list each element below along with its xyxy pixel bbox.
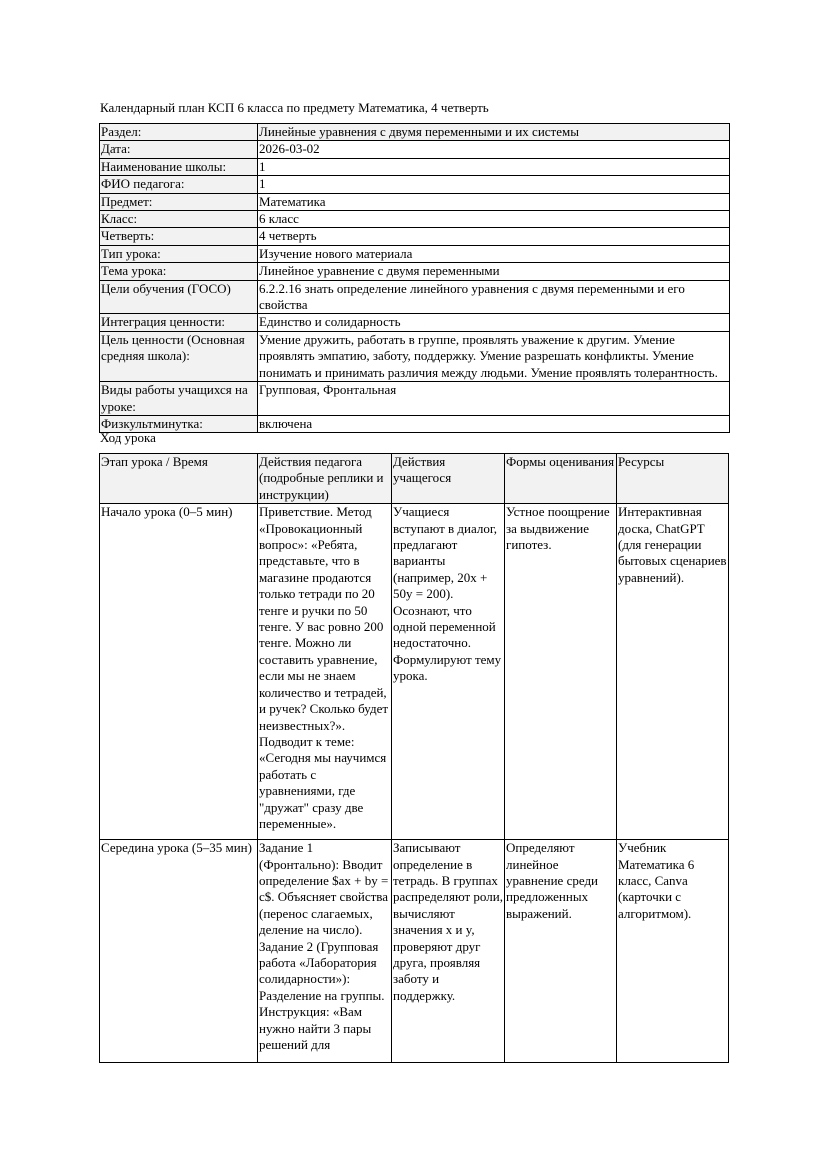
column-header: Действия учащегося (392, 454, 505, 504)
stage-cell: Середина урока (5–35 мин) (100, 840, 258, 1063)
info-label: Четверть: (100, 228, 258, 245)
info-label: Цель ценности (Основная средняя школа): (100, 331, 258, 381)
document-title: Календарный план КСП 6 класса по предмету Математика, 4 четверть (100, 100, 489, 115)
info-row-lesson-topic (100, 263, 730, 280)
table-row (100, 504, 729, 840)
column-header: Действия педагога (подробные реплики и инструкции) (258, 454, 392, 504)
assessment-cell: Определяют линейное уравнение среди предложенных выражений. (505, 840, 617, 1063)
student-actions-cell: Учащиеся вступают в диалог, предлагают варианты (например, 20x + 50y = 200). Осознают, что одной переменной недостаточно. Формулируют тему урока. (392, 504, 505, 840)
info-label: Интеграция ценности: (100, 314, 258, 331)
lesson-progress-heading: Ход урока (100, 430, 156, 445)
stage-cell: Начало урока (0–5 мин) (100, 504, 258, 840)
info-value: Математика (258, 193, 730, 210)
info-row-class (100, 211, 730, 228)
info-row-exercise-break (100, 415, 730, 432)
info-value: 1 (258, 176, 730, 193)
info-label: ФИО педагога: (100, 176, 258, 193)
info-row-value-integration (100, 314, 730, 331)
info-row-school (100, 158, 730, 175)
info-row-section (100, 124, 730, 141)
info-value: 4 четверть (258, 228, 730, 245)
info-label: Цели обучения (ГОСО) (100, 280, 258, 314)
lesson-plan-table (99, 453, 729, 1063)
info-label: Наименование школы: (100, 158, 258, 175)
resources-cell: Интерактивная доска, ChatGPT (для генерации бытовых сценариев уравнений). (617, 504, 729, 840)
column-header: Формы оценивания (505, 454, 617, 504)
info-value: Групповая, Фронтальная (258, 382, 730, 416)
info-value: Изучение нового материала (258, 245, 730, 262)
info-row-lesson-type (100, 245, 730, 262)
info-row-work-types (100, 382, 730, 416)
info-row-date (100, 141, 730, 158)
info-value: 1 (258, 158, 730, 175)
info-row-subject (100, 193, 730, 210)
info-label: Предмет: (100, 193, 258, 210)
info-value: 6 класс (258, 211, 730, 228)
info-value: Линейные уравнения с двумя переменными и их системы (258, 124, 730, 141)
info-label: Тема урока: (100, 263, 258, 280)
info-label: Виды работы учащихся на уроке: (100, 382, 258, 416)
info-label: Раздел: (100, 124, 258, 141)
lesson-info-table (99, 123, 730, 433)
resources-cell: Учебник Математика 6 класс, Canva (карточки с алгоритмом). (617, 840, 729, 1063)
info-value: включена (258, 415, 730, 432)
plan-header-row (100, 454, 729, 504)
teacher-actions-cell: Задание 1 (Фронтально): Вводит определение $ax + by = c$. Объясняет свойства (перенос слагаемых, деление на число). Задание 2 (Групповая работа «Лаборатория солидарности»): Разделение на группы. Инструкция: «Вам нужно найти 3 пары решений для (258, 840, 392, 1063)
info-value: 2026-03-02 (258, 141, 730, 158)
student-actions-cell: Записывают определение в тетрадь. В группах распределяют роли, вычисляют значения x и y, проверяют друг друга, проявляя заботу и поддержку. (392, 840, 505, 1063)
column-header: Ресурсы (617, 454, 729, 504)
info-value: Умение дружить, работать в группе, проявлять уважение к другим. Умение проявлять эмпатию, заботу, поддержку. Умение разрешать конфликты. Умение понимать и принимать различия между людьми. Умение проявлять толерантность. (258, 331, 730, 381)
info-label: Класс: (100, 211, 258, 228)
assessment-cell: Устное поощрение за выдвижение гипотез. (505, 504, 617, 840)
info-label: Физкультминутка: (100, 415, 258, 432)
info-row-value-goal (100, 331, 730, 381)
info-row-learning-goals (100, 280, 730, 314)
info-row-quarter (100, 228, 730, 245)
info-value: Единство и солидарность (258, 314, 730, 331)
teacher-actions-cell: Приветствие. Метод «Провокационный вопрос»: «Ребята, представьте, что в магазине продаются только тетради по 20 тенге и ручки по 50 тенге. У вас ровно 200 тенге. Можно ли составить уравнение, если мы не знаем количество и тетрадей, и ручек? Сколько будет неизвестных?». Подводит к теме: «Сегодня мы научимся работать с уравнениями, где "дружат" сразу две переменные». (258, 504, 392, 840)
info-label: Дата: (100, 141, 258, 158)
info-row-teacher (100, 176, 730, 193)
info-value: Линейное уравнение с двумя переменными (258, 263, 730, 280)
column-header: Этап урока / Время (100, 454, 258, 504)
table-row (100, 840, 729, 1063)
info-label: Тип урока: (100, 245, 258, 262)
info-value: 6.2.2.16 знать определение линейного уравнения с двумя переменными и его свойства (258, 280, 730, 314)
